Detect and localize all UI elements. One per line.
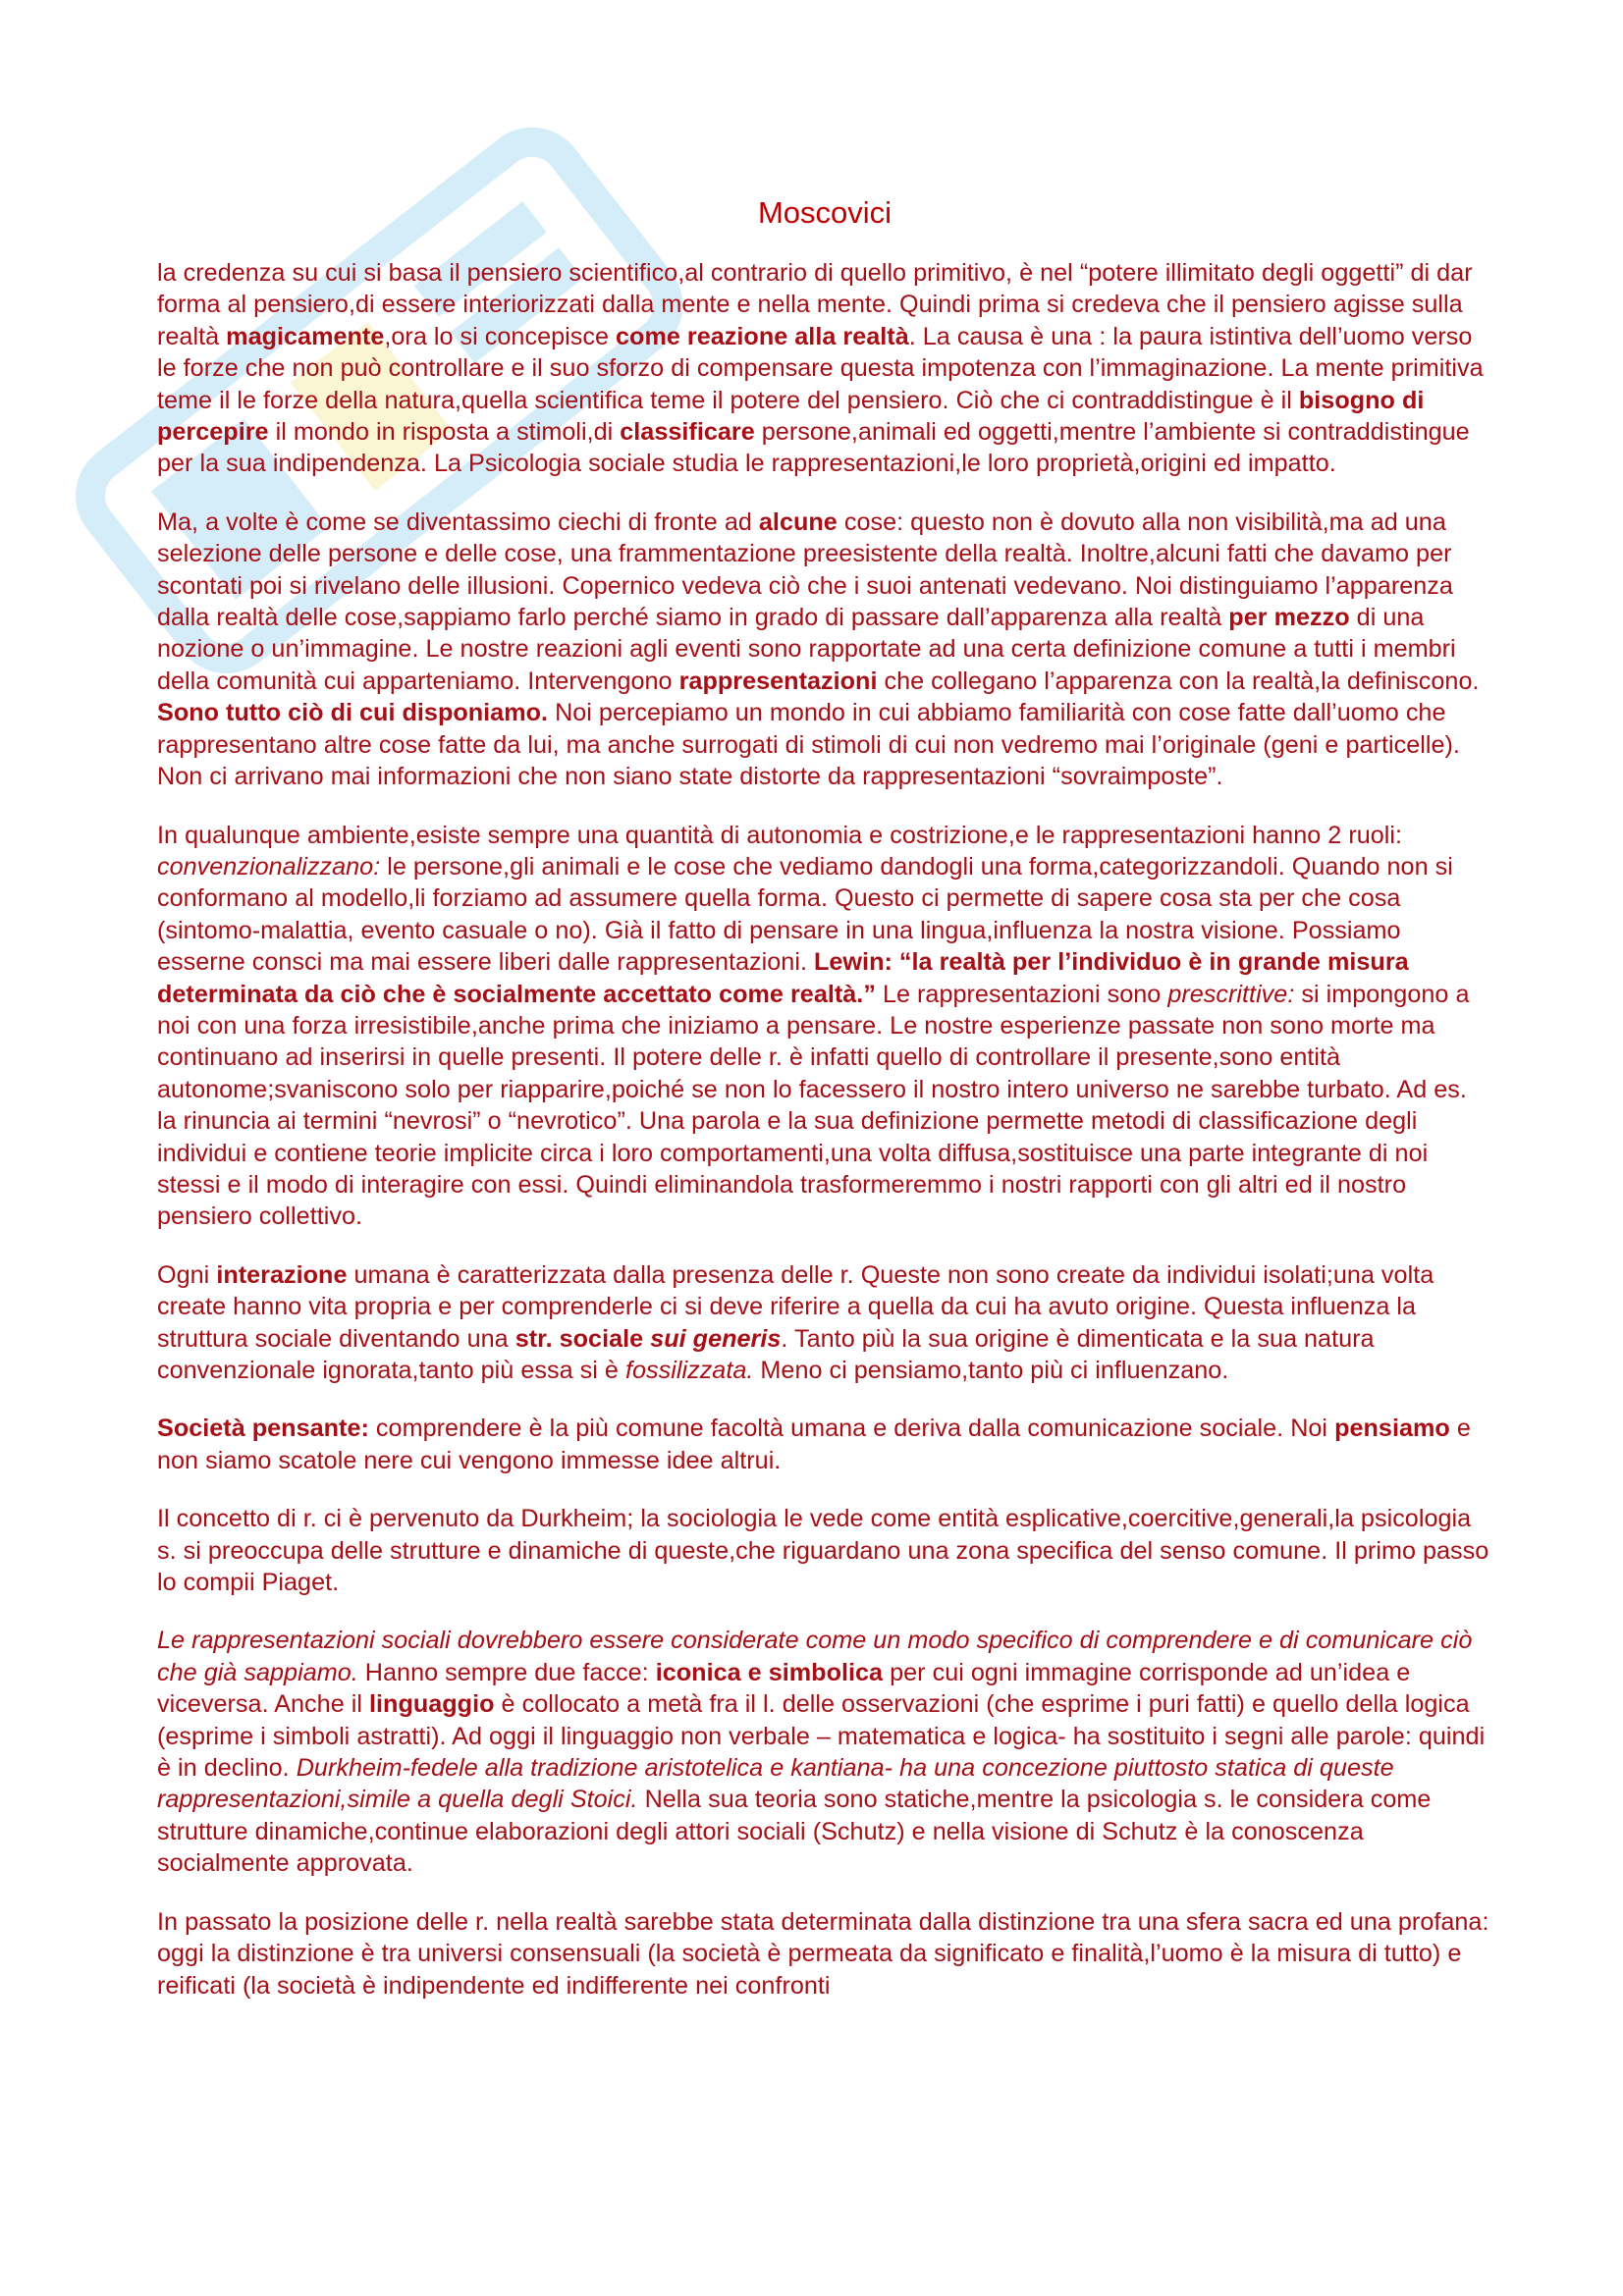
text-run: Nella sua teoria sono statiche,mentre la psicologia s. le considera come strutture dinamiche,continue elaborazioni degli attori sociali (Schutz) e nella visione di Schutz è la conoscenza socialmente approvata.: [157, 1786, 1432, 1878]
paragraph-3: [157, 820, 1492, 1233]
bold-text: pensiamo: [1334, 1415, 1450, 1443]
text-run: si impongono a noi con una forza irresistibile,anche prima che iniziamo a pensare. Le nostre esperienze passate non sono morte ma continuano ad inserirsi in quelle presenti. Il potere delle r. è infatti quello di controllare il presente,sono entità autonome;svaniscono solo per riapparire,poiché se non lo facessero il nostro intero universo ne sarebbe turbato. Ad es. la rinuncia ai termini “nevrosi” o “nevrotico”. Una parola e la sua definizione permette metodi di classificazione degli individui e contiene teorie implicite circa i loro comportamenti,una volta diffusa,sostituisce una parte integrante di noi stessi e il modo di interagire con essi. Quindi eliminandola trasformeremmo i nostri rapporti con gli altri ed il nostro pensiero collettivo.: [157, 980, 1470, 1231]
bold-text: bisogno di percepire: [157, 386, 1425, 447]
text-run: Noi percepiamo un mondo in cui abbiamo familiarità con cose fatte dall’uomo che rappresentano altre cose fatte da lui, ma anche surrogati di stimoli di cui non vedremo mai l’originale (geni e particelle). Non ci arrivano mai informazioni che non siano state distorte da rappresentazioni “sovraimposte”.: [157, 699, 1460, 791]
text-run: le persone,gli animali e le cose che vediamo dandogli una forma,categorizzandoli. Quando non si conformano al modello,li forziamo ad assumere quella forma. Questo ci permette di sapere cosa sta per che cosa (sintomo-malattia, evento casuale o no). Già il fatto di pensare in una lingua,influenza la nostra visione. Possiamo esserne consci ma mai essere liberi dalle rappresentazioni.: [157, 852, 1453, 977]
paragraph-4: [157, 1259, 1492, 1387]
text-run: In qualunque ambiente,esiste sempre una quantità di autonomia e costrizione,e le rappresentazioni hanno 2 ruoli:: [157, 821, 1403, 849]
paragraph-6: [157, 1503, 1492, 1598]
bold-text: linguaggio: [369, 1690, 495, 1719]
bold-text: sui generis: [650, 1324, 782, 1353]
text-run: umana è caratterizzata dalla presenza delle r. Queste non sono create da individui isolati;una volta create hanno vita propria e per comprenderle ci si deve riferire a quella da cui ha avuto origine. Questa influenza la struttura sociale diventando una: [157, 1260, 1434, 1353]
paragraph-5: [157, 1413, 1492, 1476]
italic-text: prescrittive:: [1167, 980, 1295, 1008]
text-run: Le rappresentazioni sono: [875, 980, 1168, 1008]
text-run: In passato la posizione delle r. nella realtà sarebbe stata determinata dalla distinzione tra una sfera sacra ed una profana: oggi la distinzione è tra universi consensuali (la società è permeata da significato e finalità,l’uomo è la misura di tutto) e reificati (la società è indipendente ed indifferente nei confronti: [157, 1907, 1489, 2000]
paragraph-2: [157, 507, 1492, 793]
bold-text: Lewin: “la realtà per l’individuo è in grande misura determinata da ciò che è socialmente accettato come realtà.”: [157, 948, 1409, 1008]
bold-text: Sono tutto ciò di cui disponiamo.: [157, 699, 549, 727]
italic-text: convenzionalizzano:: [157, 852, 381, 881]
text-run: comprendere è la più comune facoltà umana e deriva dalla comunicazione sociale. Noi: [368, 1415, 1335, 1443]
text-run: Meno ci pensiamo,tanto più ci influenzano.: [753, 1357, 1229, 1384]
document-body: [157, 257, 1492, 2028]
text-run: Hanno sempre due facce:: [357, 1658, 656, 1686]
text-run: Ma, a volte è come se diventassimo ciechi di fronte ad: [157, 507, 759, 536]
text-run: il mondo in risposta a stimoli,di: [268, 418, 621, 447]
text-run: è collocato a metà fra il l. delle osservazioni (che esprime i puri fatti) e quello della logica (esprime i simboli astratti). Ad oggi il linguaggio non verbale – matematica e logica- ha sostituito i segni alle parole: quindi è in declino.: [157, 1690, 1486, 1783]
bold-text: magicamente: [226, 322, 385, 350]
bold-text: str. sociale: [514, 1324, 651, 1353]
text-run: di una nozione o un’immagine. Le nostre reazioni agli eventi sono rapportate ad una certa definizione comune a tutti i membri della comunità cui apparteniamo. Intervengono: [157, 604, 1456, 695]
bold-text: rappresentazioni: [678, 667, 878, 695]
italic-text: Durkheim-fedele alla tradizione aristotelica e kantiana- ha una concezione piuttosto statica di queste rappresentazioni,simile a quella degli Stoici.: [157, 1754, 1394, 1814]
paragraph-1: [157, 257, 1492, 480]
bold-text: come reazione alla realtà: [616, 322, 909, 350]
text-run: Il concetto di r. ci è pervenuto da Durkheim; la sociologia le vede come entità esplicative,coercitive,generali,la psicologia s. si preoccupa delle strutture e dinamiche di queste,che riguardano una zona specifica del senso comune. Il primo passo lo compii Piaget.: [157, 1505, 1489, 1597]
text-run: e non siamo scatole nere cui vengono immesse idee altrui.: [157, 1415, 1471, 1474]
bold-text: iconica e simbolica: [655, 1658, 884, 1686]
text-run: per cui ogni immagine corrisponde ad un’idea e viceversa. Anche il: [157, 1658, 1411, 1719]
text-run: la credenza su cui si basa il pensiero scientifico,al contrario di quello primitivo, è nel “potere illimitato degli oggetti” di dar forma al pensiero,di essere interiorizzati dalla mente e nella mente. Quindi prima si credeva che il pensiero agisse sulla realtà: [157, 259, 1473, 350]
italic-text: Le rappresentazioni sociali dovrebbero essere considerate come un modo specifico di comprendere e di comunicare ciò che già sappiamo.: [157, 1627, 1473, 1686]
text-run: ,ora lo si concepisce: [384, 322, 617, 350]
text-run: Ogni: [157, 1260, 217, 1289]
document-title: Moscovici: [757, 195, 893, 230]
bold-text: per mezzo: [1228, 604, 1350, 632]
bold-text: classificare: [620, 418, 755, 447]
paragraph-7: [157, 1625, 1492, 1879]
bold-text: alcune: [758, 507, 838, 536]
text-run: . Tanto più la sua origine è dimenticata e la sua natura convenzionale ignorata,tanto più essa si è: [157, 1324, 1375, 1384]
bold-text: Società pensante:: [157, 1415, 369, 1443]
text-run: che collegano l’apparenza con la realtà,la definiscono.: [877, 667, 1480, 695]
bold-text: interazione: [216, 1260, 348, 1289]
text-run: . La causa è una : la paura istintiva dell’uomo verso le forze che non può controllare e il suo sforzo di compensare questa impotenza con l’immaginazione. La mente primitiva teme il le forze della natura,quella scientifica teme il potere del pensiero. Ciò che ci contraddistingue è il: [157, 322, 1484, 414]
paragraph-8: [157, 1906, 1492, 2002]
text-run: persone,animali ed oggetti,mentre l’ambiente si contraddistingue per la sua indipendenza. La Psicologia sociale studia le rappresentazioni,le loro proprietà,origini ed impatto.: [157, 418, 1470, 478]
italic-text: fossilizzata.: [624, 1357, 754, 1384]
text-run: cose: questo non è dovuto alla non visibilità,ma ad una selezione delle persone e delle cose, una frammentazione preesistente della realtà. Inoltre,alcuni fatti che davamo per scontati poi si rivelano delle illusioni. Copernico vedeva ciò che i suoi antenati vedevano. Noi distinguiamo l’apparenza dalla realtà delle cose,sappiamo farlo perché siamo in grado di passare dall’apparenza alla realtà: [157, 507, 1453, 632]
